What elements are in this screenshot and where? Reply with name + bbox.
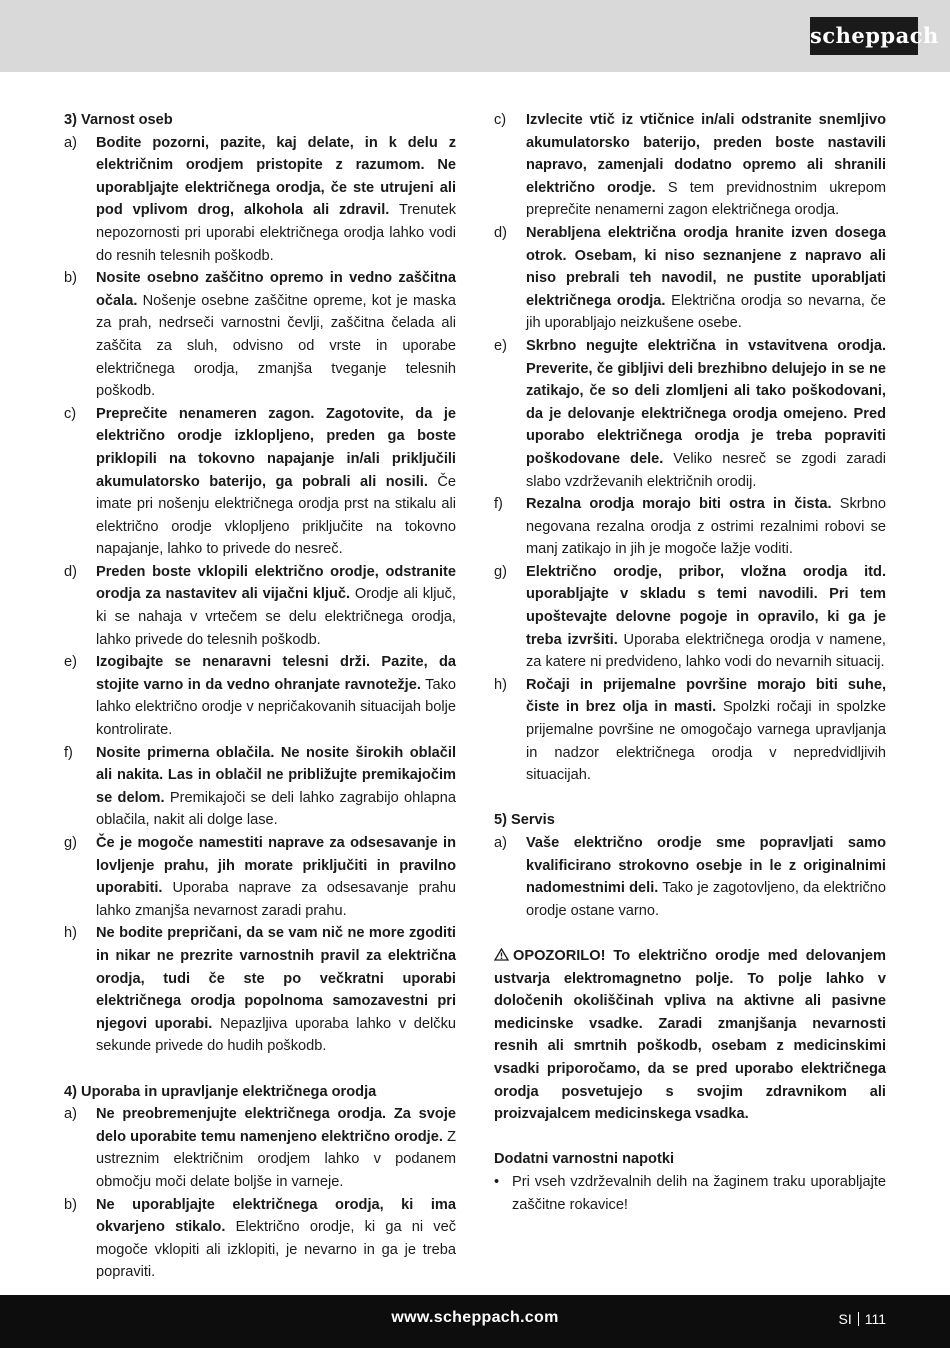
item-text: Električna orodja so nevarna, če jih uporabljajo neizkušene osebe. — [526, 292, 886, 332]
page-indicator — [838, 1311, 886, 1327]
list-item — [64, 832, 456, 922]
item-bold-text: Izogibajte se nenaravni telesni drži. Pazite, da stojite varno in da vedno ohranjate ravnotežje. — [96, 654, 456, 693]
item-text: Uporaba naprave za odsesavanje prahu lahko zmanjša nevarnost zaradi prahu. — [96, 880, 457, 919]
item-bold-text: Ne bodite prepričani, da se vam nič ne more zgoditi in nikar ne prezrite varnostnih pravil za električna orodja, tudi če ste po večkratni uporabi električnega orodja popolnoma samozavestni pri njegovi uporabi. — [96, 925, 456, 1032]
item-text: Premikajoči se deli lahko zagrabijo ohlapna oblačila, nakit ali dolge lase. — [96, 789, 456, 829]
item-marker: g) — [64, 835, 77, 851]
item-marker: c) — [64, 405, 77, 422]
warning-notice — [494, 945, 886, 1126]
list-item — [494, 561, 886, 674]
item-bold-text: Ne uporabljajte električnega orodja, ki ima okvarjeno stikalo. — [96, 1196, 456, 1236]
item-bold-text: Ročaji in prijemalne površine morajo biti suhe, čiste in brez olja in masti. — [526, 676, 886, 716]
item-bold-text: Električno orodje, pribor, vložna orodja itd. uporabljajte v skladu s temi navodili. Pri tem upoštevajte delovne pogoje in opravilo, ki ga je treba izvršiti. — [526, 563, 886, 648]
separator — [858, 1312, 859, 1326]
item-marker: h) — [494, 676, 507, 693]
section-title: Dodatni varnostni napotki — [494, 1151, 674, 1168]
item-bold-text: Nerabljena električna orodja hranite izven dosega otrok. Osebam, ki niso seznanjene z napravo ali niso prebrali teh navodil, ne pustite uporabljati električnega orodja. — [526, 224, 886, 309]
item-bold-text: Vaše električno orodje sme popravljati samo kvalificirano strokovno osebje in le z originalnimi nadomestnimi deli. — [526, 835, 886, 897]
list-item — [64, 1103, 456, 1193]
page-number: 111 — [864, 1311, 886, 1327]
item-bold-text: Če je mogoče namestiti naprave za odsesavanje in lovljenje prahu, jih morate priključiti in pravilno uporabiti. — [96, 835, 456, 897]
item-marker: b) — [64, 270, 77, 287]
section-title: 5) Servis — [494, 812, 555, 829]
list-item — [494, 109, 886, 222]
list-item — [64, 132, 456, 268]
warning-text: OPOZORILO! To električno orodje med delovanjem ustvarja elektromagnetno polje. To polje lahko v določenih okoliščinah vpliva na aktivne ali pasivne medicinske vsadke. Zaradi zmanjšanja nevarnosti resnih ali smrtnih poškodb, osebam z medicinskimi vsadki priporočamo, da se pred uporabo električnega orodja posvetujejo s svojim zdravnikom ali proizvajalcem medicinskega vsadka. — [494, 947, 886, 1123]
list-item — [64, 651, 456, 741]
item-text: Nošenje osebne zaščitne opreme, kot je maska za prah, nedrseči varnostni čevlji, zaščitna čelada ali zaščita za sluh, odvisno od vrste in uporabe električnega orodja, zmanjša tveganje telesnih poškodb. — [96, 292, 456, 400]
list-item — [494, 335, 886, 493]
item-bold-text: Rezalna orodja morajo biti ostra in čista. — [526, 496, 832, 513]
section-title: 4) Uporaba in upravljanje električnega orodja — [64, 1083, 377, 1100]
item-marker: h) — [64, 925, 77, 942]
item-bold-text: Nosite primerna oblačila. Ne nosite širokih oblačil ali nakita. Las in oblačil ne približujte premikajočim se delom. — [96, 744, 456, 806]
item-text: Nepazljiva uporaba lahko v delčku sekunde privede do hudih poškodb. — [96, 1015, 456, 1055]
item-text: Orodje ali ključ, ki se nahaja v vrtečem se delu električnega orodja, lahko privede do telesnih poškodb. — [96, 586, 456, 648]
section-title: 3) Varnost oseb — [64, 112, 173, 128]
item-text: Spolzki ročaji in spolzke prijemalne površine ne omogočajo varnega upravljanja in nadzor električnega orodja v nepredvidljivih situacijah. — [526, 699, 886, 784]
list-item — [64, 561, 456, 651]
brand-logo: scheppach — [810, 17, 918, 55]
item-marker: f) — [64, 744, 73, 761]
bullet-text: Pri vseh vzdrževalnih delih na žaginem traku uporabljajte zaščitne rokavice! — [512, 1173, 886, 1213]
item-marker: d) — [494, 224, 507, 241]
item-marker: a) — [64, 134, 77, 151]
item-text: Skrbno negovana rezalna orodja z ostrimi rezalnimi robovi se manj zatikajo in jih je mogoče lažje voditi. — [526, 496, 886, 558]
item-text: Veliko nesreč se zgodi zaradi slabo vzdrževanih električnih orodij. — [526, 450, 886, 490]
item-marker: a) — [494, 835, 507, 851]
list-item — [64, 922, 456, 1058]
list-item — [64, 1194, 456, 1284]
list-item — [494, 493, 886, 561]
footer — [0, 1295, 950, 1348]
item-text: Uporaba električnega orodja v namene, za katere ni predvideno, lahko vodi do nevarnih situacij. — [526, 631, 886, 671]
item-marker: e) — [494, 337, 507, 354]
right-column — [494, 109, 886, 1216]
item-bold-text: Preden boste vklopili električno orodje, odstranite orodja za nastavitev ali vijačni ključ. — [96, 563, 456, 603]
list-item — [64, 403, 456, 561]
item-marker: f) — [494, 496, 503, 513]
item-bold-text: Nosite osebno zaščitno opremo in vedno zaščitna očala. — [96, 270, 456, 309]
bullet-item — [494, 1171, 886, 1216]
item-marker: e) — [64, 654, 77, 671]
item-bold-text: Bodite pozorni, pazite, kaj delate, in k delu z električnim orodjem pristopite z razumom. Ne uporabljajte električnega orodja, če ste utrujeni ali pod vplivom drog, alkohola ali zdravil. — [96, 134, 456, 219]
item-marker: d) — [64, 563, 77, 580]
item-marker: b) — [64, 1196, 77, 1213]
item-text: Električno orodje, ki ga ni več mogoče vklopiti ali izklopiti, je nevarno in ga je treba popraviti. — [96, 1219, 456, 1281]
item-marker: g) — [494, 563, 507, 580]
left-column — [64, 109, 456, 1284]
list-item — [64, 267, 456, 403]
item-text: Tako je zagotovljeno, da električno orodje ostane varno. — [526, 880, 886, 919]
item-text: Tako lahko električno orodje v nepričakovanih situacijah bolje kontrolirate. — [96, 676, 456, 739]
item-text: Z ustreznim električnim orodjem lahko v podanem območju moči delate boljše in varneje. — [96, 1128, 456, 1190]
language-code: SI — [838, 1311, 852, 1327]
item-marker: c) — [494, 112, 507, 128]
list-item — [494, 222, 886, 335]
item-text: Trenutek nepozornosti pri uporabi električnega orodja lahko vodi do resnih telesnih poškodb. — [96, 202, 456, 264]
item-bold-text: Skrbno negujte električna in vstavitvena orodja. Preverite, če gibljivi deli brezhibno delujejo in se ne zatikajo, če so deli zlomljeni ali tako poškodovani, da je delovanje električnega orodja omejeno. Pred uporabo električnega orodja je treba popraviti poškodovane dele. — [526, 337, 886, 467]
item-bold-text: Ne preobremenjujte električnega orodja. Za svoje delo uporabite temu namenjeno električno orodje. — [96, 1106, 456, 1145]
list-item — [64, 742, 456, 832]
bullet-marker: • — [494, 1173, 500, 1190]
warning-triangle-icon — [494, 946, 509, 959]
item-marker: a) — [64, 1106, 77, 1123]
footer-url[interactable]: www.scheppach.com — [391, 1309, 559, 1326]
item-bold-text: Preprečite nenameren zagon. Zagotovite, da je električno orodje izklopljeno, preden ga boste priklopili na tokovno napajanje in/ali priključili akumulatorsko baterijo, ga pobrali ali nosili. — [96, 405, 456, 490]
header-band — [0, 0, 950, 72]
item-text: S tem previdnostnim ukrepom preprečite nenamerni zagon električnega orodja. — [526, 179, 886, 219]
list-item — [494, 832, 886, 922]
list-item — [494, 674, 886, 787]
item-bold-text: Izvlecite vtič iz vtičnice in/ali odstranite snemljivo akumulatorsko baterijo, preden boste nastavili napravo, zamenjali dodatno opremo ali shranili električno orodje. — [526, 112, 886, 196]
item-text: Če imate pri nošenju električnega orodja prst na stikalu ali električno orodje vklopljeno priključite na tokovno napajanje, lahko to privede do nesreč. — [96, 473, 456, 558]
